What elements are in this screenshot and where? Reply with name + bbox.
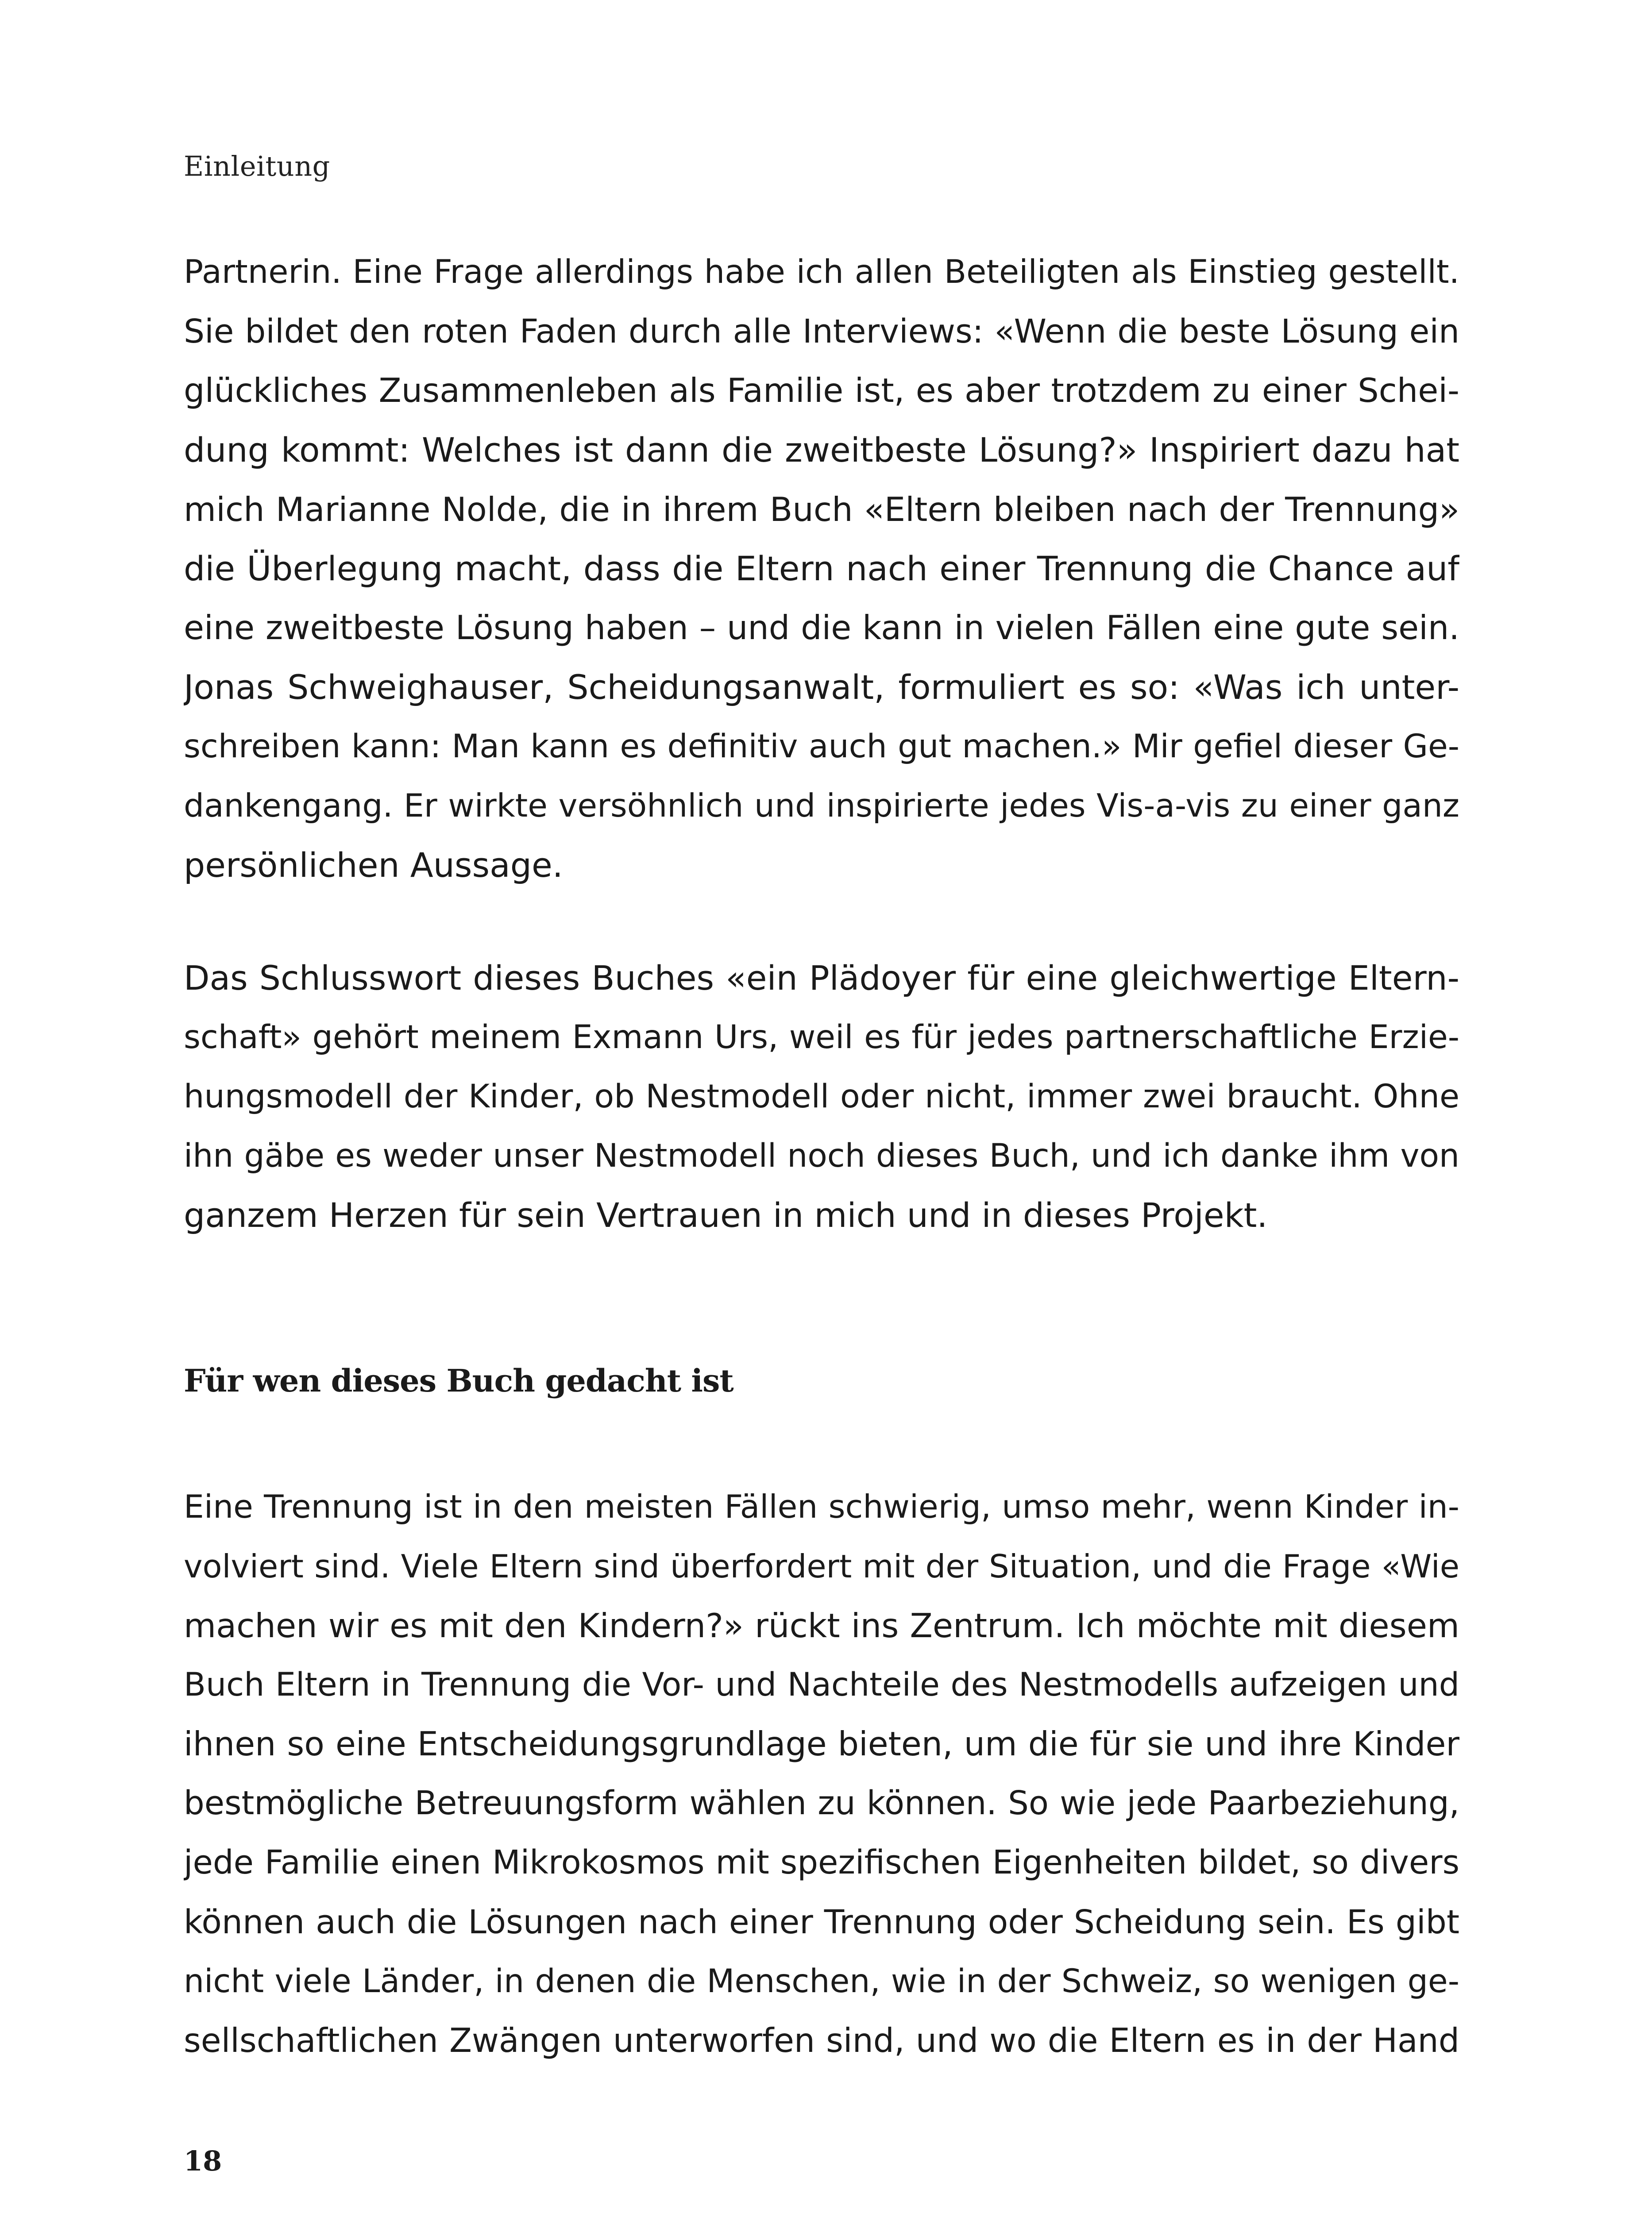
text-line: dung kommt: Welches ist dann die zweitbeste Lösung?» Inspiriert dazu hat: [184, 430, 1459, 470]
text-line: Das Schlusswort dieses Buches «ein Plädoyer für eine gleichwertige Eltern-: [184, 958, 1459, 998]
text-line: ihnen so eine Entscheidungsgrundlage bieten, um die für sie und ihre Kinder: [184, 1725, 1459, 1763]
paragraph-2: [184, 948, 1459, 1245]
text-line: Buch Eltern in Trennung die Vor- und Nachteile des Nestmodells aufzeigen und: [184, 1666, 1459, 1704]
text-line: sellschaftlichen Zwängen unterworfen sind, und wo die Eltern es in der Hand: [184, 2021, 1459, 2060]
paragraph-3: [184, 1477, 1459, 2070]
text-line: glückliches Zusammenleben als Familie ist, es aber trotzdem zu einer Schei-: [184, 371, 1459, 410]
text-line: Jonas Schweighauser, Scheidungsanwalt, formuliert es so: «Was ich unter-: [184, 667, 1459, 707]
text-line: nicht viele Länder, in denen die Menschen, wie in der Schweiz, so wenigen ge-: [184, 1962, 1459, 2000]
text-line: hungsmodell der Kinder, ob Nestmodell oder nicht, immer zwei braucht. Ohne: [184, 1078, 1459, 1115]
text-line: schaft» gehört meinem Exmann Urs, weil es für jedes partnerschaftliche Erzie-: [184, 1018, 1459, 1056]
text-line: ihn gäbe es weder unser Nestmodell noch dieses Buch, und ich danke ihm von: [184, 1137, 1459, 1175]
text-line: schreiben kann: Man kann es definitiv auch gut machen.» Mir gefiel dieser Ge-: [184, 728, 1459, 765]
text-line: mich Marianne Nolde, die in ihrem Buch «Eltern bleiben nach der Trennung»: [184, 490, 1459, 529]
section-heading: Für wen dieses Buch gedacht ist: [184, 1362, 733, 1399]
text-line: machen wir es mit den Kindern?» rückt ins Zentrum. Ich möchte mit diesem: [184, 1606, 1459, 1645]
text-line: können auch die Lösungen nach einer Trennung oder Scheidung sein. Es gibt: [184, 1903, 1459, 1941]
text-line: dankengang. Er wirkte versöhnlich und inspirierte jedes Vis-a-vis zu einer ganz: [184, 787, 1459, 825]
text-line: die Überlegung macht, dass die Eltern nach einer Trennung die Chance auf: [184, 549, 1459, 588]
text-line: volviert sind. Viele Eltern sind überfordert mit der Situation, und die Frage «Wie: [184, 1548, 1459, 1585]
text-line: Sie bildet den roten Faden durch alle Interviews: «Wenn die beste Lösung ein: [184, 312, 1459, 351]
text-line: eine zweitbeste Lösung haben – und die kann in vielen Fällen eine gute sein.: [184, 609, 1459, 647]
running-head: Einleitung: [184, 150, 330, 182]
text-line: ganzem Herzen für sein Vertrauen in mich und in dieses Projekt.: [184, 1195, 1268, 1235]
text-line: jede Familie einen Mikrokosmos mit spezifischen Eigenheiten bildet, so divers: [184, 1844, 1459, 1881]
paragraph-1: [184, 243, 1459, 895]
text-line: Partnerin. Eine Frage allerdings habe ich allen Beteiligten als Einstieg gestellt.: [184, 253, 1459, 291]
text-line: bestmögliche Betreuungsform wählen zu können. So wie jede Paarbeziehung,: [184, 1785, 1459, 1822]
page-number: 18: [184, 2145, 222, 2177]
text-line: persönlichen Aussage.: [184, 845, 563, 885]
text-line: Eine Trennung ist in den meisten Fällen schwierig, umso mehr, wenn Kinder in-: [184, 1488, 1459, 1526]
